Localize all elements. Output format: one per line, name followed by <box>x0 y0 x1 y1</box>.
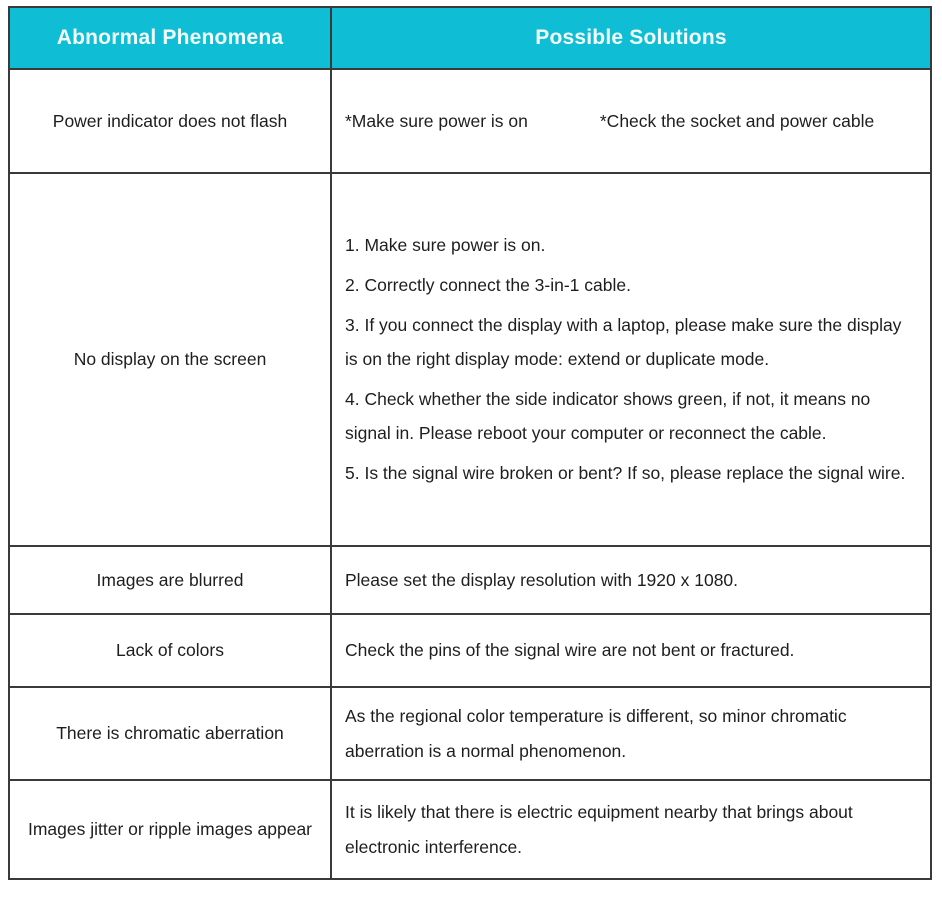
solution-step-5: 5. Is the signal wire broken or bent? If so, please replace the signal wire. <box>345 463 906 484</box>
solutions-chromatic-aberration <box>331 687 931 780</box>
troubleshooting-table <box>8 6 932 880</box>
table-row <box>9 546 931 614</box>
solution-step-3: 3. If you connect the display with a laptop, please make sure the display is on the right display mode: extend or duplicate mode. <box>345 314 902 370</box>
solution-text: Please set the display resolution with 1920 x 1080. <box>345 569 739 590</box>
table-row <box>9 173 931 546</box>
solution-text: As the regional color temperature is different, so minor chromatic aberration is a normal phenomenon. <box>345 706 847 761</box>
solutions-no-display <box>331 173 931 546</box>
solutions-lack-of-colors <box>331 614 931 687</box>
solutions-images-blurred <box>331 546 931 614</box>
solution-text <box>345 104 903 138</box>
phenomenon-no-display: No display on the screen <box>9 173 331 546</box>
column-header-abnormal-phenomena: Abnormal Phenomena <box>9 7 331 69</box>
phenomenon-lack-of-colors: Lack of colors <box>9 614 331 687</box>
solution-step-1: 1. Make sure power is on. <box>345 235 546 256</box>
phenomenon-images-blurred: Images are blurred <box>9 546 331 614</box>
column-header-possible-solutions: Possible Solutions <box>331 7 931 69</box>
phenomenon-images-jitter: Images jitter or ripple images appear <box>9 780 331 879</box>
solution-text: Check the pins of the signal wire are not bent or fractured. <box>345 640 795 661</box>
phenomenon-chromatic-aberration: There is chromatic aberration <box>9 687 331 780</box>
solution-step-2: 2. Correctly connect the 3-in-1 cable. <box>345 274 631 295</box>
solutions-power-indicator <box>331 69 931 173</box>
solutions-images-jitter <box>331 780 931 879</box>
solution-fragment: *Check the socket and power cable <box>599 110 875 131</box>
solution-fragment: *Make sure power is on <box>345 110 528 131</box>
table-header-row <box>9 7 931 69</box>
solution-text: It is likely that there is electric equipment nearby that brings about electronic interference. <box>345 802 853 857</box>
table-row <box>9 69 931 173</box>
table-row <box>9 614 931 687</box>
solution-step-4: 4. Check whether the side indicator shows green, if not, it means no signal in. Please reboot your computer or reconnect the cable. <box>345 388 871 444</box>
table-row <box>9 687 931 780</box>
table-row <box>9 780 931 879</box>
phenomenon-power-indicator: Power indicator does not flash <box>9 69 331 173</box>
